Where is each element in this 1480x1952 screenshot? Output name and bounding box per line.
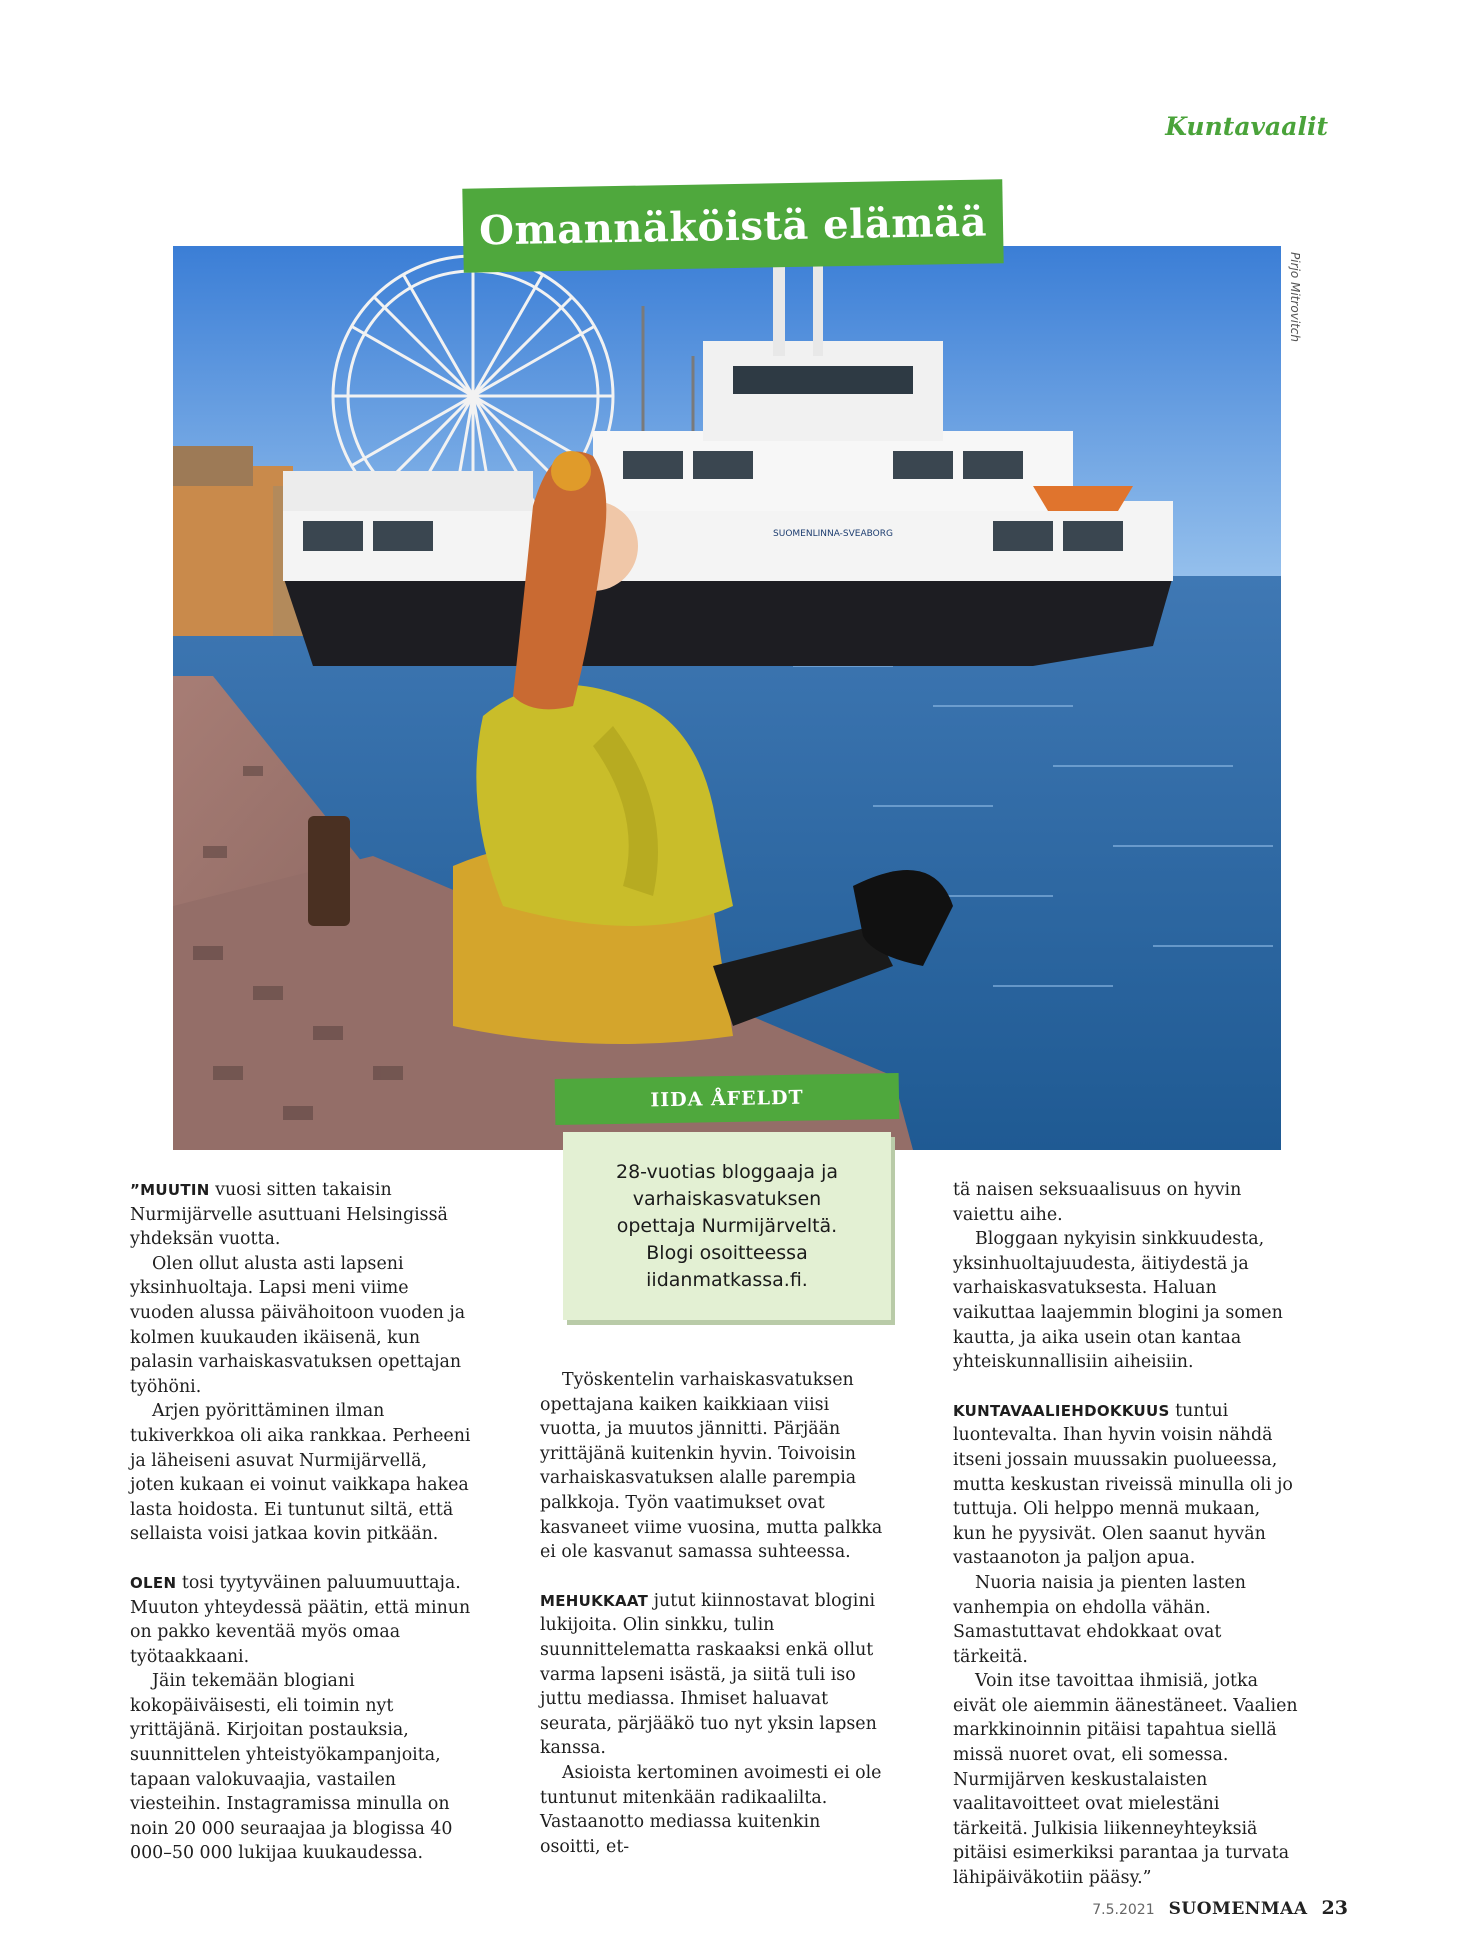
paragraph: Jäin tekemään blogiani kokopäiväisesti, eli toimin nyt yrittäjänä. Kirjoitan postauksia, suunnittelen yhteistyökampanjoita, tapaan valokuvaajia, vastailen viesteihin. Instagramissa minulla on noin 20 000 seuraajaa ja blogissa 40 000–50 000 lukijaa kuukaudessa. [130,1671,453,1864]
lead-word: ”MUUTIN [130,1181,210,1199]
article-title: Omannäköistä elämää [478,198,988,254]
paragraph: Voin itse tavoittaa ihmisiä, jotka eivät ole aiemmin äänestäneet. Vaalien markkinoinnin pitäisi tapahtua siellä missä nuoret ovat, eli somessa. Nurmijärven keskustalaisten vaalitavoitteet ovat mielestäni tärkeitä. Julkisia liikenneyhteyksiä pitäisi esimerkiksi parantaa ja turvata lähipäiväkotiin pääsy.” [953,1671,1298,1889]
paragraph: Arjen pyörittäminen ilman tukiverkkoa oli aika rankkaa. Perheeni ja läheiseni asuvat Nurmijärvellä, joten kukaan ei voinut vaikkapa hakea lasta hoidosta. Ei tuntunut siltä, että sellaista voisi jatkaa kovin pitkään. [130,1401,471,1545]
photo-credit: Pirjo Mitrovitch [1288,252,1302,343]
hero-photo [173,246,1281,1150]
paragraph: Bloggaan nykyisin sinkkuudesta, yksinhuoltajuudesta, äitiydestä ja varhaiskasvatuksesta. Haluan vaikuttaa laajemmin blogini ja somen kautta, ja aika usein otan kantaa yhteiskunnallisiin aiheisiin. [953,1229,1283,1373]
paragraph-text: jutut kiinnostavat blogini lukijoita. Olin sinkku, tulin suunnittelematta raskaaksi enkä ollut varma lapseni isästä, ja siitä tuli iso juttu mediassa. Ihmiset haluavat seurata, pärjääkö tuo nyt yksin lapsen kanssa. [540,1590,877,1759]
paragraph-text: tuntui luontevalta. Ihan hyvin voisin nähdä itseni jossain muussakin puolueessa, mutta keskustan riveissä minulla oli jo tuttuja. Oli helppo mennä mukaan, kun he pyysivät. Olen saanut hyvän vastaanoton ja paljon apua. [953,1400,1293,1569]
lead-word: MEHUKKAAT [540,1591,649,1610]
paragraph: Nuoria naisia ja pienten lasten vanhempia on ehdolla vähän. Samastuttavat ehdokkaat ovat tärkeitä. [953,1572,1246,1667]
paragraph-text: tosi tyytyväinen paluumuuttaja. Muuton yhteydessä päätin, että minun on pakko keventää myös omaa työtaakkaani. [130,1572,471,1667]
section-label: Kuntavaalit [1165,112,1328,141]
paragraph [540,1589,885,1761]
bio-box [563,1132,891,1320]
ferry-name: SUOMENLINNA-SVEABORG [773,529,893,539]
article-column-1 [130,1178,475,1866]
paragraph [953,1399,1298,1571]
person-bio: 28-vuotias bloggaaja ja varhaiskasvatuksen opettaja Nurmijärveltä. Blogi osoitteessa iidanmatkassa.fi. [616,1160,838,1291]
paragraph: tä naisen seksuaalisuus on hyvin vaiettu aihe. [953,1180,1242,1225]
paragraph [130,1178,475,1252]
lead-word: KUNTAVAALIEHDOKKUUS [953,1401,1170,1420]
paragraph-text: vuosi sitten takaisin Nurmijärvelle asuttuani Helsingissä yhdeksän vuotta. [130,1180,448,1250]
person-name: IIDA ÅFELDT [650,1086,804,1112]
article-column-3 [953,1178,1298,1891]
issue-date: 7.5.2021 [1092,1902,1155,1918]
page-footer [1092,1897,1348,1919]
page-number: 23 [1321,1897,1348,1919]
magazine-name: SUOMENMAA [1168,1899,1308,1919]
name-banner [555,1073,900,1125]
paragraph [130,1571,475,1669]
paragraph: Asioista kertominen avoimesti ei ole tuntunut mitenkään radikaalilta. Vastaanotto mediassa kuitenkin osoitti, et- [540,1762,882,1857]
lead-word: OLEN [130,1573,177,1592]
paragraph: Työskentelin varhaiskasvatuksen opettajana kaiken kaikkiaan viisi vuotta, ja muutos jännitti. Pärjään yrittäjänä kuitenkin hyvin. Toivoisin varhaiskasvatuksen alalle parempia palkkoja. Työn vaatimukset ovat kasvaneet viime vuosina, mutta palkka ei ole kasvanut samassa suhteessa. [540,1370,883,1563]
paragraph: Olen ollut alusta asti lapseni yksinhuoltaja. Lapsi meni viime vuoden alussa päivähoitoon vuoden ja kolmen kuukauden ikäisenä, kun palasin varhaiskasvatuksen opettajan työhöni. [130,1253,466,1397]
title-banner [462,179,1003,272]
article-column-2 [540,1368,885,1859]
